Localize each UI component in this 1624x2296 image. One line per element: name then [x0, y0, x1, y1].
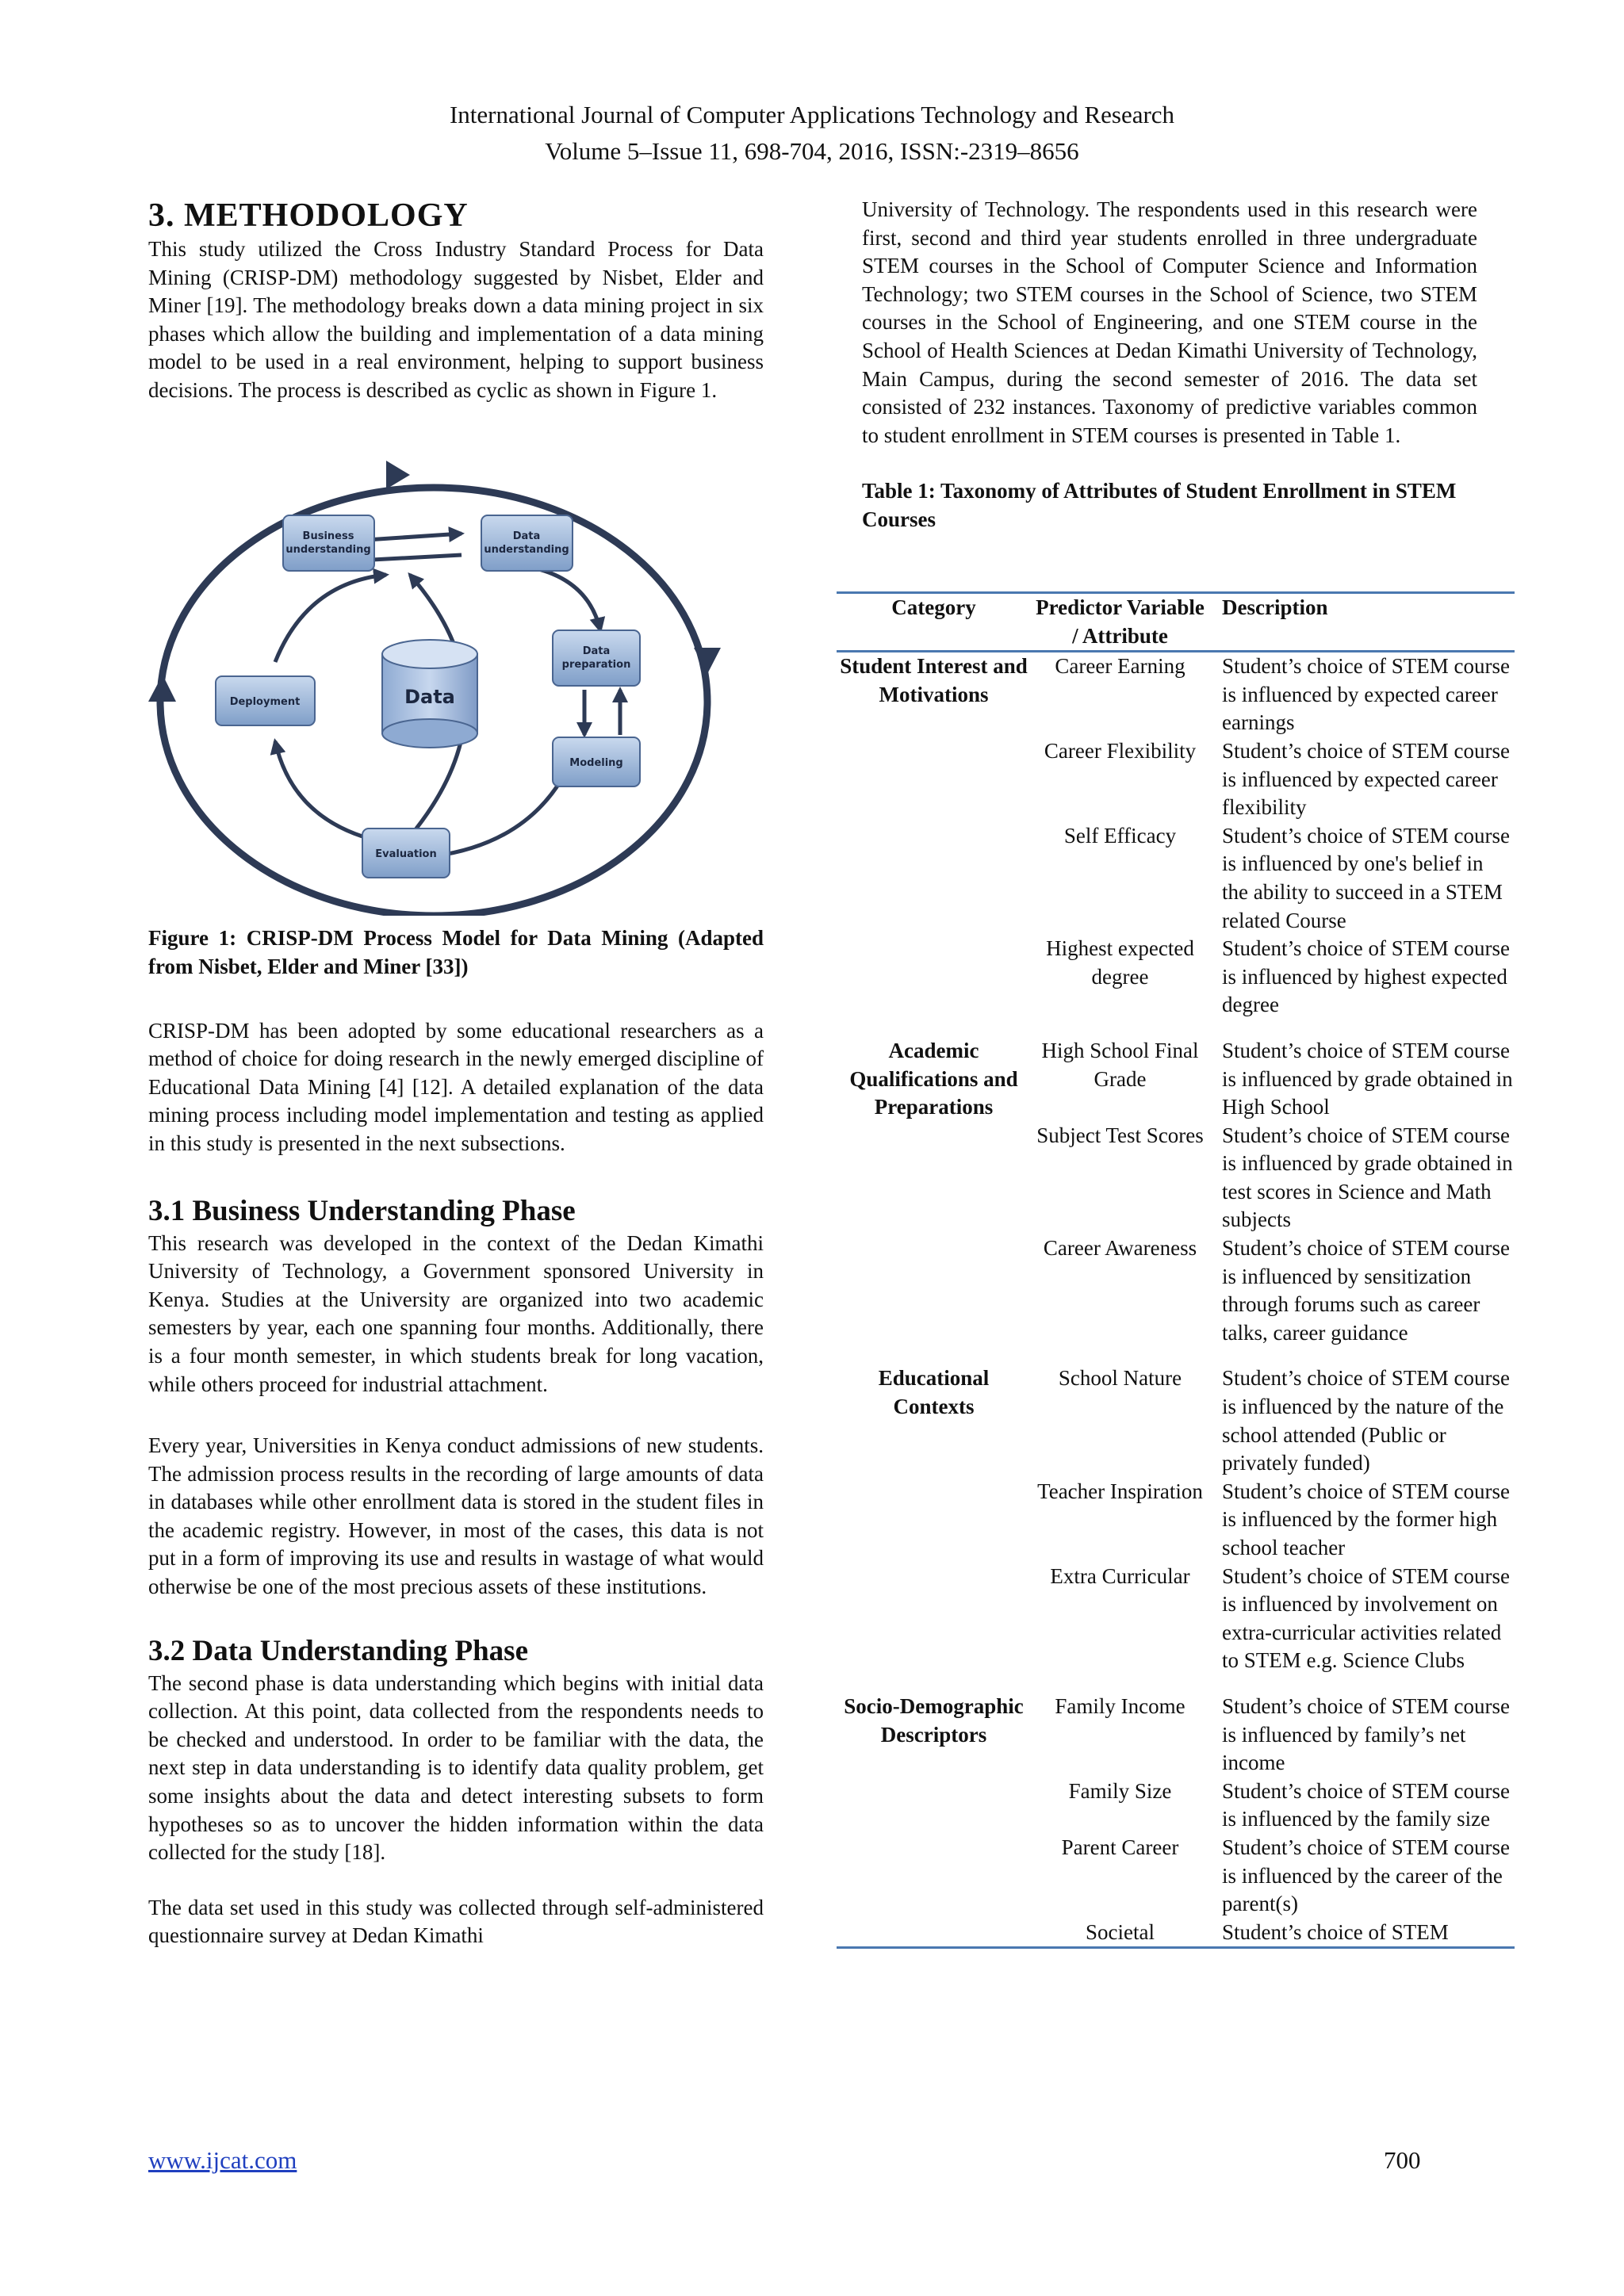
table-row: [837, 1919, 1515, 1948]
row-description: Student’s choice of STEM course is influenced by the nature of the school attended (Public or privately funded): [1222, 1366, 1510, 1475]
header-attribute: Predictor Variable / Attribute: [1036, 595, 1205, 648]
row-attribute: Subject Test Scores: [1036, 1123, 1204, 1147]
row-category: Socio-Demographic Descriptors: [844, 1693, 1024, 1747]
table-row: [837, 1675, 1515, 1777]
row-description: Student’s choice of STEM course is influenced by involvement on extra-curricular activities related to STEM e.g. Science Clubs: [1222, 1563, 1510, 1673]
svg-text:understanding: understanding: [484, 543, 569, 556]
outer-cycle-arrowhead-left: [148, 675, 176, 702]
row-category: [837, 1919, 1031, 1948]
row-description: Student’s choice of STEM course is influenced by highest expected degree: [1222, 936, 1510, 1017]
table-row: [837, 935, 1515, 1020]
row-description: Student’s choice of STEM course is influenced by sensitization through forums such as career talks, career guidance: [1222, 1236, 1510, 1345]
row-attribute: Career Awareness: [1043, 1236, 1197, 1261]
right-column: [862, 196, 1477, 534]
row-description: Student’s choice of STEM course is influenced by expected career flexibility: [1222, 738, 1510, 820]
table-row: [837, 1234, 1515, 1347]
svg-text:Data: Data: [582, 645, 611, 657]
svg-text:Data: Data: [512, 530, 541, 542]
box-data-understanding: [481, 515, 573, 571]
row-category: [837, 1563, 1031, 1675]
outer-cycle-arrowhead-right: [694, 648, 721, 674]
table-row: [837, 1020, 1515, 1122]
row-attribute: Teacher Inspiration: [1037, 1479, 1203, 1503]
methodology-paragraph-2: CRISP-DM has been adopted by some educational researchers as a method of choice for doing research in the newly emerged discipline of Educational Data Mining [4] [12]. A detailed explanation of the data mining process including model implementation and testing as applied in this study is presented in the next subsections.: [148, 1018, 764, 1155]
section-heading-data-understanding: 3.2 Data Understanding Phase: [148, 1634, 528, 1667]
row-attribute: High School Final Grade: [1041, 1038, 1199, 1091]
row-category: [837, 737, 1031, 822]
table-row: [837, 1777, 1515, 1834]
svg-text:Evaluation: Evaluation: [375, 848, 437, 860]
row-description: Student’s choice of STEM course is influenced by the former high school teacher: [1222, 1479, 1510, 1559]
row-category: [837, 822, 1031, 935]
box-data-preparation: [553, 630, 640, 686]
section-heading-methodology: 3. METHODOLOGY: [148, 197, 469, 234]
row-description: Student’s choice of STEM course is influenced by expected career earnings: [1222, 654, 1510, 735]
row-category: Student Interest and Motivations: [840, 654, 1028, 706]
taxonomy-table: [837, 591, 1515, 1949]
row-attribute: Career Earning: [1055, 654, 1185, 679]
row-description: Student’s choice of STEM: [1222, 1919, 1449, 1944]
box-business-understanding: [283, 515, 374, 571]
header-description: Description: [1222, 595, 1328, 619]
journal-website-link[interactable]: www.ijcat.com: [148, 2146, 297, 2174]
header-category: Category: [891, 595, 976, 619]
row-category: Educational Contexts: [878, 1366, 990, 1419]
running-header: [0, 97, 1624, 170]
data-understanding-paragraph-2: The data set used in this study was collected through self-administered questionnaire survey at Dedan Kimathi: [148, 1895, 764, 1948]
table-row: [837, 1122, 1515, 1234]
box-evaluation: [362, 828, 450, 878]
row-description: Student’s choice of STEM course is influenced by grade obtained in High School: [1222, 1038, 1513, 1119]
table-row: [837, 737, 1515, 822]
row-category: [837, 1834, 1031, 1919]
row-attribute: Family Income: [1055, 1693, 1185, 1718]
arrow-modeling-to-evaluation: [434, 781, 561, 856]
svg-text:Data: Data: [404, 685, 455, 708]
journal-title: International Journal of Computer Applications Technology and Research: [449, 101, 1175, 128]
right-paragraph-1: University of Technology. The respondents used in this research were first, second and third year students enrolled in three undergraduate STEM courses in the School of Computer Science and Information Technology; two STEM courses in the School of Science, two STEM courses in the School of Engineering, and one STEM course in the School of Health Sciences at Dedan Kimathi University of Technology, Main Campus, during the second semester of 2016. The data set consisted of 232 instances. Taxonomy of predictive variables common to student enrollment in STEM courses is presented in Table 1.: [862, 197, 1477, 447]
table-row: [837, 1478, 1515, 1563]
table-row: [837, 1563, 1515, 1675]
row-attribute: Self Efficacy: [1063, 823, 1177, 848]
crisp-dm-figure: [148, 440, 764, 916]
methodology-paragraph-1: This study utilized the Cross Industry Standard Process for Data Mining (CRISP-DM) methodology suggested by Nisbet, Elder and Miner [19]. The methodology breaks down a data mining project in six phases which allow the building and implementation of a data mining model to be used in a real environment, helping to support business decisions. The process is described as cyclic as shown in Figure 1.: [148, 237, 764, 402]
journal-volume: Volume 5–Issue 11, 698-704, 2016, ISSN:-2319–8656: [545, 137, 1079, 165]
row-category: [837, 1478, 1031, 1563]
row-category: Academic Qualifications and Preparations: [849, 1038, 1018, 1119]
svg-text:understanding: understanding: [285, 543, 371, 556]
section-heading-business-understanding: 3.1 Business Understanding Phase: [148, 1194, 576, 1227]
row-category: [837, 1122, 1031, 1234]
row-attribute: Career Flexibility: [1044, 738, 1197, 763]
row-category: [837, 1777, 1031, 1834]
row-description: Student’s choice of STEM course is influenced by one's belief in the ability to succeed in a STEM related Course: [1222, 823, 1510, 932]
row-description: Student’s choice of STEM course is influenced by grade obtained in test scores in Science and Math subjects: [1222, 1123, 1513, 1232]
svg-text:Business: Business: [302, 530, 354, 542]
row-attribute: Highest expected degree: [1046, 936, 1194, 989]
row-attribute: School Nature: [1058, 1366, 1182, 1391]
business-paragraph-1: This research was developed in the context of the Dedan Kimathi University of Technology, a Government sponsored University in Kenya. Studies at the University are organized into two academic semesters by year, each one spanning four months. Additionally, there is a four month semester, in which students break for long vacation, while others proceed for industrial attachment.: [148, 1230, 764, 1396]
arrow-evaluation-to-deployment: [275, 741, 362, 836]
arrow-deployment-loop: [275, 575, 386, 662]
business-paragraph-2: Every year, Universities in Kenya conduct admissions of new students. The admission process results in the recording of large amounts of data in databases while other enrollment data is stored in the student files in the academic registry. However, in most of the cases, this data is not put in a form of improving its use and results in wastage of what would otherwise be one of the most precious assets of these institutions.: [148, 1433, 764, 1599]
left-column: [148, 196, 764, 1950]
outer-cycle-arrowhead-top: [386, 461, 410, 489]
row-description: Student’s choice of STEM course is influenced by the family size: [1222, 1778, 1510, 1831]
row-attribute: Extra Curricular: [1050, 1563, 1190, 1588]
box-deployment: [216, 676, 315, 725]
row-attribute: Societal: [1086, 1919, 1155, 1944]
row-attribute: Parent Career: [1061, 1835, 1179, 1859]
box-modeling: [553, 737, 640, 786]
data-understanding-paragraph-1: The second phase is data understanding which begins with initial data collection. At this point, data collected from the respondents needs to be checked and understood. In order to be familiar with the data, the next step in data understanding is to identify data quality problem, get some insights about the data and detect interesting subsets to form hypotheses so as to uncover the hidden information within the data collected for the study [18].: [148, 1670, 764, 1865]
row-description: Student’s choice of STEM course is influenced by the career of the parent(s): [1222, 1835, 1510, 1916]
table-body: [837, 652, 1515, 1948]
data-cylinder: [382, 640, 477, 748]
table-row: [837, 1347, 1515, 1477]
table-caption: Table 1: Taxonomy of Attributes of Student Enrollment in STEM Courses: [862, 479, 1457, 531]
table-header-row: [837, 593, 1515, 652]
table-row: [837, 652, 1515, 737]
row-attribute: Family Size: [1068, 1778, 1172, 1803]
table-row: [837, 822, 1515, 935]
row-category: [837, 1234, 1031, 1347]
page-number: 700: [1384, 2146, 1421, 2174]
crisp-dm-diagram: [148, 440, 764, 916]
svg-text:Deployment: Deployment: [229, 695, 301, 708]
svg-text:preparation: preparation: [561, 658, 631, 671]
table-row: [837, 1834, 1515, 1919]
row-category: [837, 935, 1031, 1020]
svg-text:Modeling: Modeling: [569, 756, 623, 769]
row-description: Student’s choice of STEM course is influenced by family’s net income: [1222, 1693, 1510, 1775]
figure-caption: Figure 1: CRISP-DM Process Model for Data Mining (Adapted from Nisbet, Elder and Miner [33]): [148, 925, 764, 978]
arrow-understanding-to-prep: [529, 567, 600, 630]
